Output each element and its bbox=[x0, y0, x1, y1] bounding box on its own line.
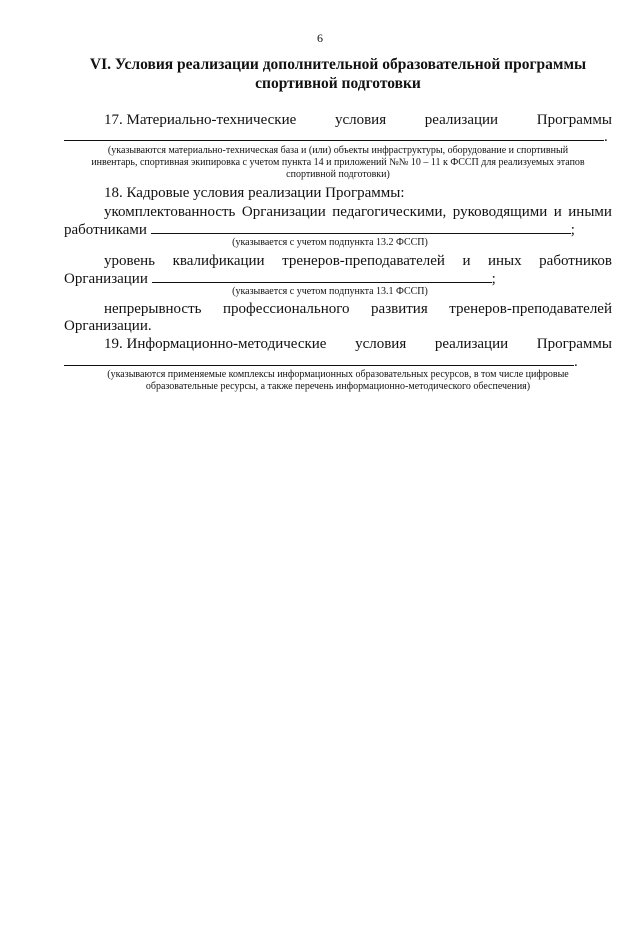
item17-note bbox=[60, 145, 616, 181]
staffing-line2-text: работниками bbox=[64, 222, 147, 238]
item19-note bbox=[60, 369, 616, 393]
item18-heading: 18. Кадровые условия реализации Программы: bbox=[104, 185, 405, 201]
staffing-word: педагогическими, bbox=[332, 204, 447, 220]
qualification-word: уровень bbox=[104, 253, 156, 269]
qualification-word: квалификации bbox=[172, 253, 265, 269]
item17-fill-line bbox=[64, 127, 608, 146]
item18-staffing-line bbox=[104, 203, 612, 221]
staffing-word: иными bbox=[568, 204, 612, 220]
section-title-line2: спортивной подготовки bbox=[255, 75, 421, 92]
qualification-line2-text: Организации bbox=[64, 271, 148, 287]
item19-line bbox=[104, 335, 612, 353]
fill-blank bbox=[64, 352, 574, 366]
item17-word: реализации bbox=[424, 112, 499, 128]
item17-note-line: (указываются материально-техническая база и (или) объекты инфраструктуры, оборудование и спортивный bbox=[107, 145, 569, 156]
staffing-word: руководящими bbox=[452, 204, 548, 220]
continuity-word: развития bbox=[371, 301, 428, 317]
item19-word: условия bbox=[355, 336, 407, 352]
staffing-word: Организации bbox=[241, 204, 326, 220]
continuity-word: тренеров-преподавателей bbox=[449, 301, 612, 317]
item17-word: условия bbox=[334, 112, 387, 128]
item17-note-line: инвентарь, спортивная экипировка с учетом пункта 14 и приложений №№ 10 – 11 к ФССП для реализуемых этапов bbox=[91, 157, 585, 168]
item19-note-line: образовательные ресурсы, а также перечень информационно-методического обеспечения) bbox=[145, 381, 531, 392]
staffing-end-punct: ; bbox=[570, 222, 575, 238]
item17-note-line: спортивной подготовки) bbox=[286, 169, 390, 180]
qualification-word: тренеров-преподавателей bbox=[282, 253, 445, 269]
staffing-word: и bbox=[553, 204, 562, 220]
qualification-word: работников bbox=[539, 253, 612, 269]
item17-end-punct: . bbox=[604, 129, 608, 145]
item19-note-line: (указываются применяемые комплексы информационных образовательных ресурсов, в том числе цифровые bbox=[107, 369, 569, 380]
qualification-word: и bbox=[462, 253, 471, 269]
continuity-word: непрерывность bbox=[104, 301, 202, 317]
item18-continuity-line2: Организации. bbox=[64, 318, 152, 334]
item19-word: 19. Информационно-методические bbox=[104, 336, 327, 352]
item18-staffing-note: (указывается с учетом подпункта 13.2 ФССП) bbox=[232, 237, 428, 248]
item18-qualification-line bbox=[104, 252, 612, 270]
page-number: 6 bbox=[317, 31, 323, 45]
item17-word: 17. Материально-технические bbox=[104, 112, 297, 128]
item18-qualification-note: (указывается с учетом подпункта 13.1 ФССП) bbox=[232, 286, 428, 297]
fill-blank bbox=[64, 127, 604, 141]
item18-continuity-line bbox=[104, 300, 612, 318]
item19-end-punct: . bbox=[574, 354, 578, 370]
section-title bbox=[60, 55, 616, 93]
section-title-line1: VI. Условия реализации дополнительной образовательной программы bbox=[89, 56, 587, 73]
item17-word: Программы bbox=[536, 112, 612, 128]
item19-word: реализации bbox=[434, 336, 509, 352]
continuity-word: профессионального bbox=[222, 301, 350, 317]
fill-blank bbox=[151, 220, 571, 234]
qualification-end-punct: ; bbox=[491, 271, 496, 287]
fill-blank bbox=[152, 269, 492, 283]
staffing-word: укомплектованность bbox=[104, 204, 236, 220]
item19-word: Программы bbox=[536, 336, 612, 352]
qualification-word: иных bbox=[488, 253, 522, 269]
